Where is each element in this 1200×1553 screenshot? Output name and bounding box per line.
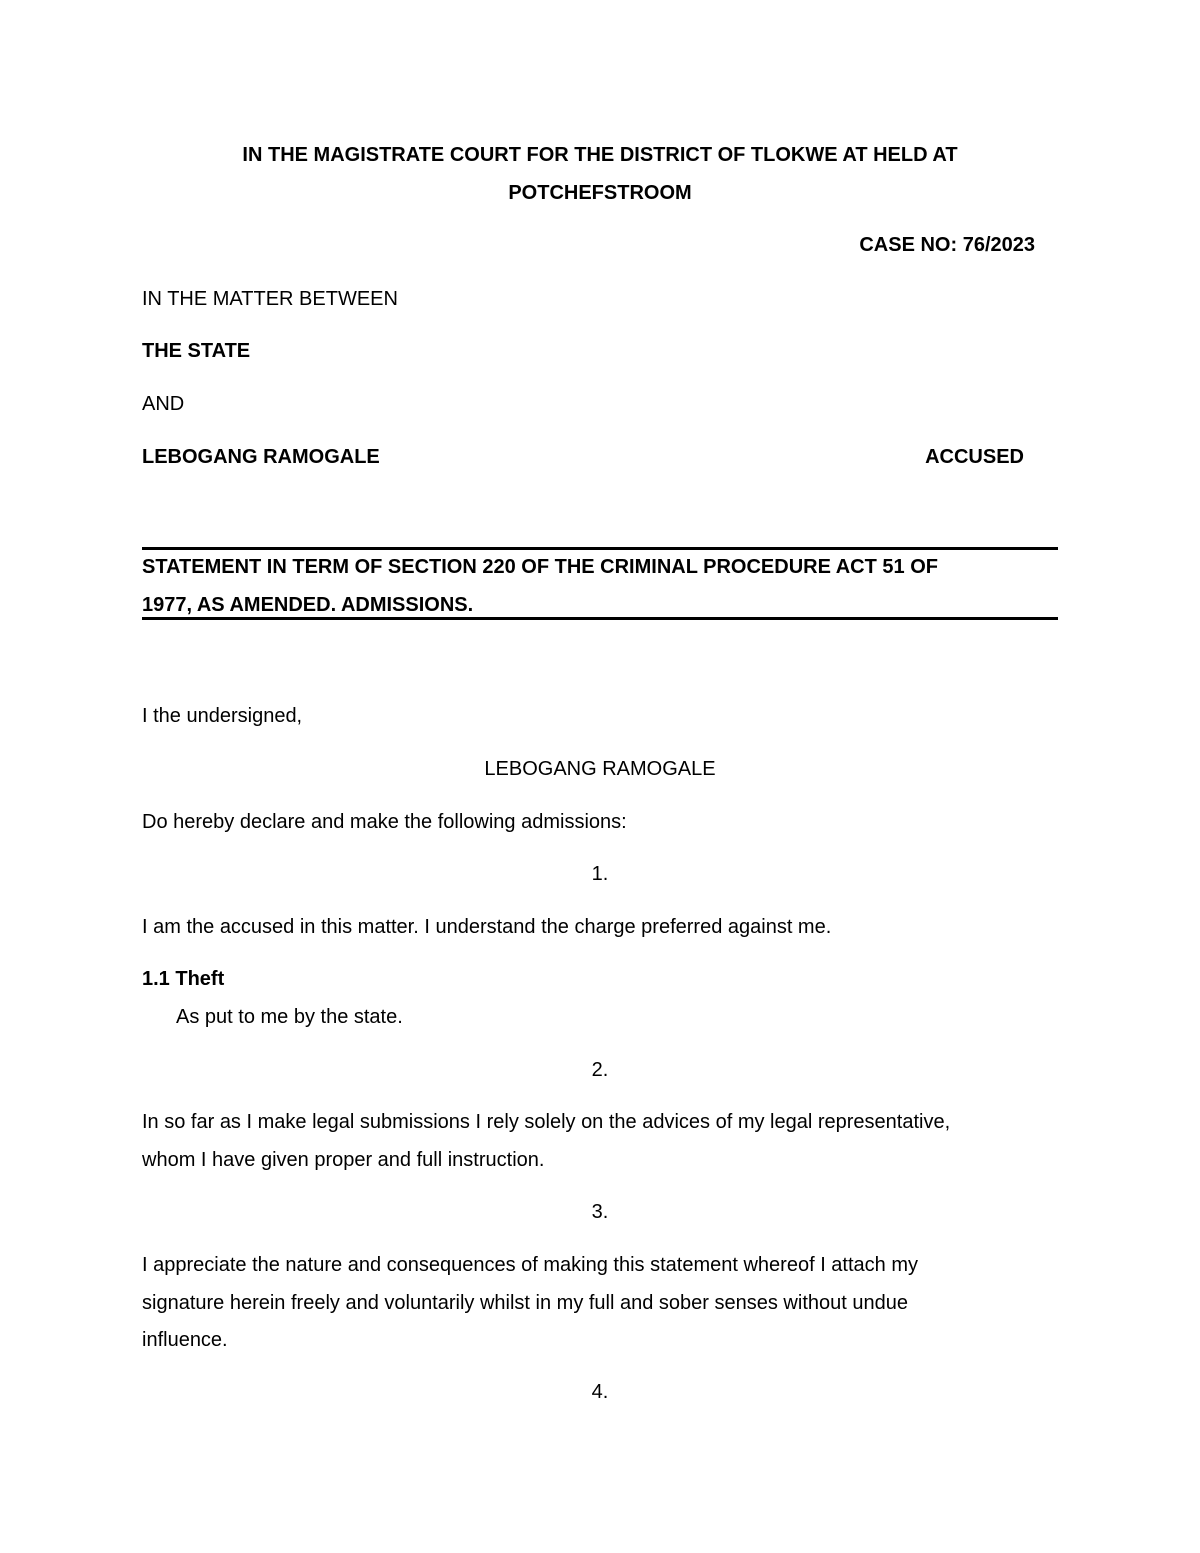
section-3-line2: signature herein freely and voluntarily whilst in my full and sober senses without undue [142,1292,908,1314]
plaintiff-name: THE STATE [142,340,251,362]
section-4-number: 4. [591,1381,609,1403]
section-2-line2: whom I have given proper and full instruction. [142,1149,545,1171]
accused-name: LEBOGANG RAMOGALE [142,446,380,468]
court-heading-line1: IN THE MAGISTRATE COURT FOR THE DISTRICT OF TLOKWE AT HELD AT [242,144,958,166]
section-1-number: 1. [591,863,609,885]
declarant-name: LEBOGANG RAMOGALE [484,758,716,780]
matter-between: IN THE MATTER BETWEEN [142,288,398,310]
conjunction-and: AND [142,393,185,415]
section-3-line3: influence. [142,1329,228,1351]
title-top-rule [142,547,1058,550]
court-heading-line2: POTCHEFSTROOM [508,182,692,204]
section-2-number: 2. [591,1059,609,1081]
case-number: CASE NO: 76/2023 [859,234,1035,256]
charge-heading: 1.1 Theft [142,968,225,990]
section-3-number: 3. [591,1201,609,1223]
charge-text: As put to me by the state. [176,1006,403,1028]
section-1-text: I am the accused in this matter. I understand the charge preferred against me. [142,916,832,938]
section-3-line1: I appreciate the nature and consequences of making this statement whereof I attach my [142,1254,919,1276]
undersigned-text: I the undersigned, [142,705,303,727]
declaration-text: Do hereby declare and make the following admissions: [142,811,627,833]
title-bottom-rule [142,617,1058,620]
statement-title-line1: STATEMENT IN TERM OF SECTION 220 OF THE CRIMINAL PROCEDURE ACT 51 OF [142,556,938,578]
statement-title-line2: 1977, AS AMENDED. ADMISSIONS. [142,594,474,616]
section-2-line1: In so far as I make legal submissions I rely solely on the advices of my legal representative, [142,1111,951,1133]
accused-role: ACCUSED [925,446,1024,468]
